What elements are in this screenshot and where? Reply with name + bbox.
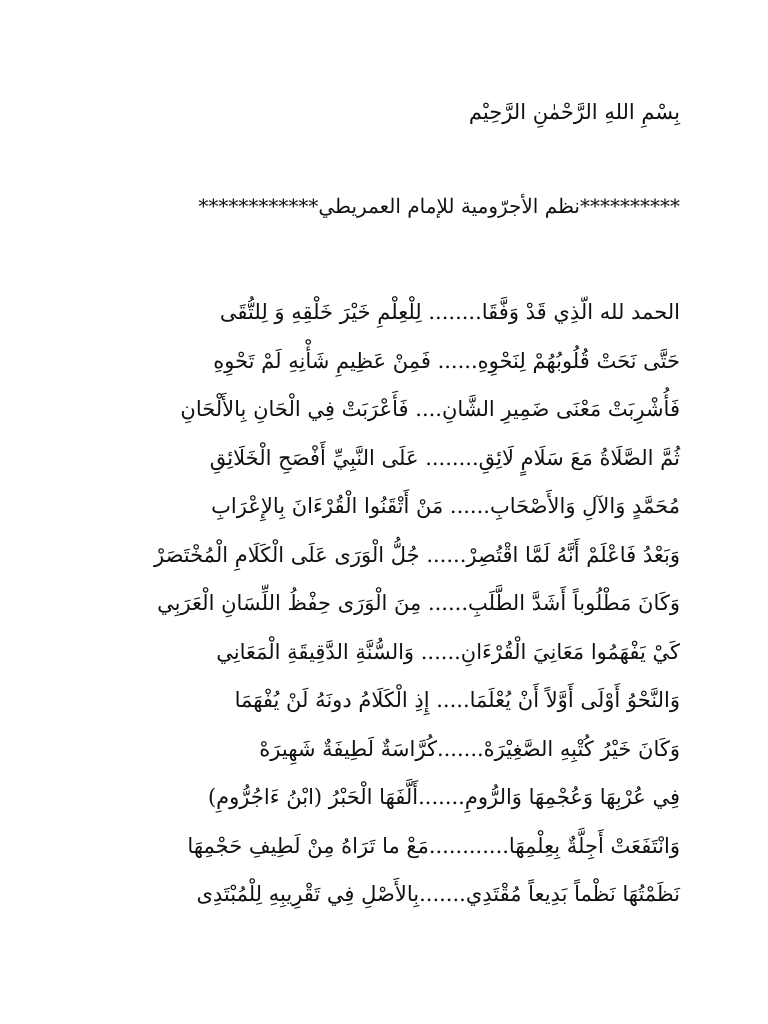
verse-line: كَيْ يَفْهَمُوا مَعَانِيَ الْقُرْءَانِ...... وَالسُّنَّةِ الدَّقِيقَةِ الْمَعَانِي	[216, 639, 680, 664]
verse-line: وَالنَّحْوُ أَوْلَى أَوَّلاً أَنْ يُعْلَمَا..... إِذِ الْكَلَامُ دونَهُ لَنْ يُفْهَمَا	[234, 688, 680, 712]
verse-line: وَكَانَ خَيْرُ كُتْبِهِ الصَّغِيْرَهْ.......كُرَّاسَةٌ لَطِيفَةٌ شَهِيرَهْ	[259, 736, 680, 761]
verse-line: فِي عُرْبِهَا وَعُجْمِهَا وَالرُّومِ.......أَلَّفَهَا الْحَبْرُ (ابْنُ ءَاجُرُّومِ)	[207, 785, 680, 809]
verse-line: نَظَمْتُهَا نَظْماً بَدِيعاً مُقْتَدِي.......بِالأَصْلِ فِي تَقْرِيبِهِ لِلْمُبْتَدِى	[196, 882, 680, 906]
verse-line: وَبَعْدُ فَاعْلَمْ أَنَّهُ لَمَّا اقْتُصِرْ...... جُلُّ الْوَرَى عَلَى الْكَلَامِ الْمُخْتَصَرْ	[153, 542, 680, 567]
basmala-line: بِسْمِ اللهِ الرَّحْمٰنِ الرَّحِيْم	[468, 100, 680, 124]
verse-line: الحمد لله الّذِي قَدْ وَفَّقَا........ لِلْعِلْمِ خَيْرَ خَلْقِهِ وَ لِلتُّقَى	[219, 300, 680, 324]
verse-line: ثُمَّ الصَّلَاةُ مَعَ سَلَامٍ لَائِقِ........ عَلَى النَّبِيِّ أَفْصَحِ الْخَلَائِقِ	[209, 445, 680, 470]
verse-line: حَتَّى نَحَتْ قُلُوبُهُمْ لِنَحْوِهِ...... فَمِنْ عَظِيمِ شَأْنِهِ لَمْ تَحْوِهِ	[213, 348, 680, 373]
verse-line: وَانْتَفَعَتْ أَجِلَّةٌ بِعِلْمِهَا............مَعْ ما تَرَاهُ مِنْ لَطِيفِ حَجْمِهَا	[187, 833, 680, 858]
poem-title: **********نظم الأجرّومية للإمام العمريطي************	[198, 194, 680, 218]
poem-verses	[80, 292, 680, 923]
verse-line: فَأُشْرِبَتْ مَعْنَى ضَمِيرِ الشَّانِ.... فَأَعْرَبَتْ فِي الْحَانِ بِالأَلْحَانِ	[180, 397, 680, 421]
verse-line: مُحَمَّدٍ وَالآلِ وَالأَصْحَابِ...... مَنْ أَتْقَنُوا الْقُرْءَانَ بِالإِعْرَابِ	[211, 494, 680, 518]
verse-line: وَكَانَ مَطْلُوباً أَشَدَّ الطَّلَبِ...... مِنَ الْوَرَى حِفْظُ اللِّسَانِ الْعَرَبِي	[157, 591, 680, 615]
